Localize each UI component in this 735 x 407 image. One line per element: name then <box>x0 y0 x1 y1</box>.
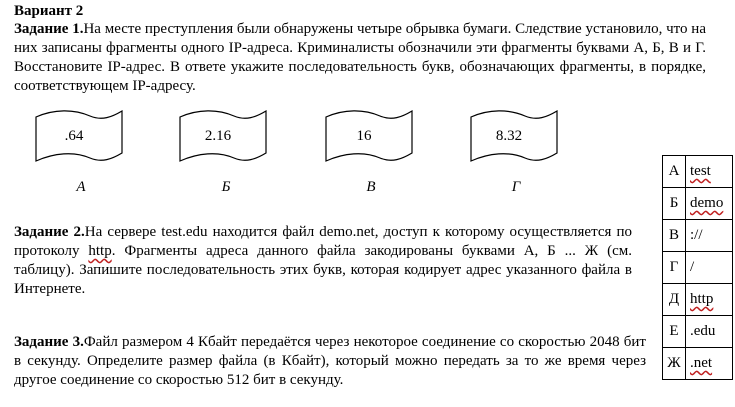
fragment-a-letter: А <box>76 179 86 195</box>
table-row <box>663 348 733 380</box>
table-row <box>663 220 733 252</box>
table-key: В <box>663 220 686 252</box>
table-key: Ж <box>663 348 686 380</box>
task-3-text <box>14 333 646 390</box>
table-row <box>663 188 733 220</box>
table-row <box>663 316 733 348</box>
task-2-text <box>14 223 632 299</box>
table-value: http <box>686 284 733 316</box>
table-key: Е <box>663 316 686 348</box>
code-table <box>662 155 733 380</box>
task-1-body: На месте преступления были обнаружены четыре обрывка бумаги. Следствие установило, что на них записаны фрагменты одного IP-адреса. Криминалисты обозначили эти фрагменты буквами А, Б, В и Г. Восстановите IP-адрес. В ответе укажите последовательность букв, обозначающих фрагменты, в порядке, соответствующем IP-адресу. <box>14 21 706 94</box>
fragment-d-value: 8.32 <box>495 128 523 144</box>
table-value: / <box>686 252 733 284</box>
protocol-word: http <box>88 243 112 259</box>
table-value: .edu <box>686 316 733 348</box>
table-value: test <box>686 156 733 188</box>
fragment-a <box>34 107 126 167</box>
table-value: demo <box>686 188 733 220</box>
fragment-c <box>324 107 416 167</box>
task-3-body: Файл размером 4 Кбайт передаётся через некоторое соединение со скоростью 2048 бит в секунду. Определите размер файла (в Кбайт), который можно передать за то же время через другое соединение со скоростью 512 бит в секунду. <box>14 334 646 388</box>
fragment-c-value: 16 <box>356 128 372 144</box>
fragment-b <box>178 107 270 167</box>
fragment-c-letter: В <box>366 179 376 195</box>
task-2-body-b: . Фрагменты адреса данного файла закодированы буквами А, Б ... Ж (см. таблицу). Запишите последовательность этих букв, которая кодирует адрес указанного файла в Интернете. <box>14 243 632 297</box>
task-2-body-a: На сервере test.edu находится файл demo.net, доступ к которому осуществляется по протоколу <box>14 224 632 259</box>
table-row <box>663 252 733 284</box>
table-key: Б <box>663 188 686 220</box>
table-value: .net <box>686 348 733 380</box>
task-1-text <box>14 20 706 96</box>
table-key: А <box>663 156 686 188</box>
variant-title: Вариант 2 <box>14 3 84 19</box>
fragment-a-value: .64 <box>64 128 84 144</box>
table-row <box>663 156 733 188</box>
table-row <box>663 284 733 316</box>
table-value: :// <box>686 220 733 252</box>
task-2-label: Задание 2. <box>14 224 85 240</box>
table-key: Д <box>663 284 686 316</box>
fragment-b-letter: Б <box>221 179 231 195</box>
fragment-d <box>469 107 561 167</box>
table-key: Г <box>663 252 686 284</box>
task-1-label: Задание 1. <box>14 21 84 37</box>
fragment-d-letter: Г <box>511 179 521 195</box>
task-3-label: Задание 3. <box>14 334 84 350</box>
fragment-b-value: 2.16 <box>204 128 232 144</box>
